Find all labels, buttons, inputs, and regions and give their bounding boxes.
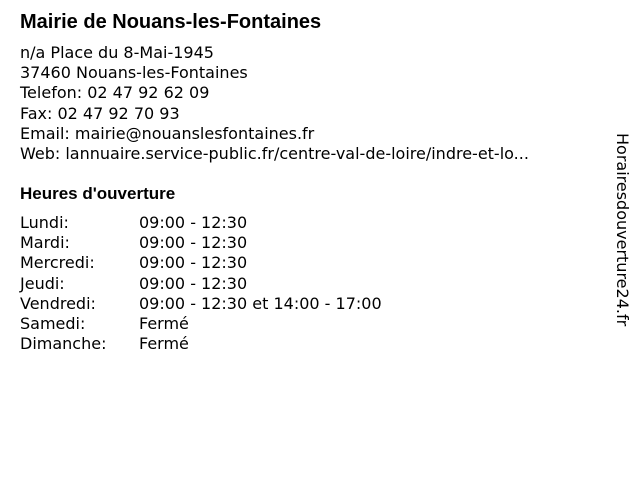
email-address: Email: mairie@nouanslesfontaines.fr [20,123,315,143]
opening-hours-heading: Heures d'ouverture [20,184,176,203]
time-value: 09:00 - 12:30 [139,213,248,232]
day-label: Dimanche: [20,334,107,354]
time-value: Fermé [139,313,189,333]
fax-number: Fax: 02 47 92 70 93 [20,103,180,123]
time-value: Fermé [139,334,189,354]
address-line-2: 37460 Nouans-les-Fontaines [20,63,248,83]
hours-row-friday [20,294,382,314]
day-label: Mercredi: [20,253,95,273]
day-label: Samedi: [20,313,86,333]
hours-row-monday [20,213,382,233]
opening-hours-list [20,213,382,354]
time-value: 09:00 - 12:30 [139,233,248,253]
page-title: Mairie de Nouans-les-Fontaines [20,11,322,33]
hours-row-saturday [20,314,382,334]
site-brand-vertical: Horairesdouverture24.fr [613,133,632,327]
day-label: Lundi: [20,213,69,232]
address-line-1: n/a Place du 8-Mai-1945 [20,43,214,62]
time-value: 09:00 - 12:30 [139,253,248,273]
time-value: 09:00 - 12:30 [139,273,248,293]
hours-row-thursday [20,274,382,294]
hours-row-wednesday [20,253,382,273]
hours-row-tuesday [20,233,382,253]
day-label: Vendredi: [20,293,96,313]
contact-info [20,43,529,164]
day-label: Mardi: [20,233,70,253]
phone-number: Telefon: 02 47 92 62 09 [20,83,210,103]
website-url: Web: lannuaire.service-public.fr/centre-val-de-loire/indre-et-lo... [20,144,529,164]
hours-row-sunday [20,334,382,354]
day-label: Jeudi: [20,273,65,293]
time-value: 09:00 - 12:30 et 14:00 - 17:00 [139,293,382,313]
